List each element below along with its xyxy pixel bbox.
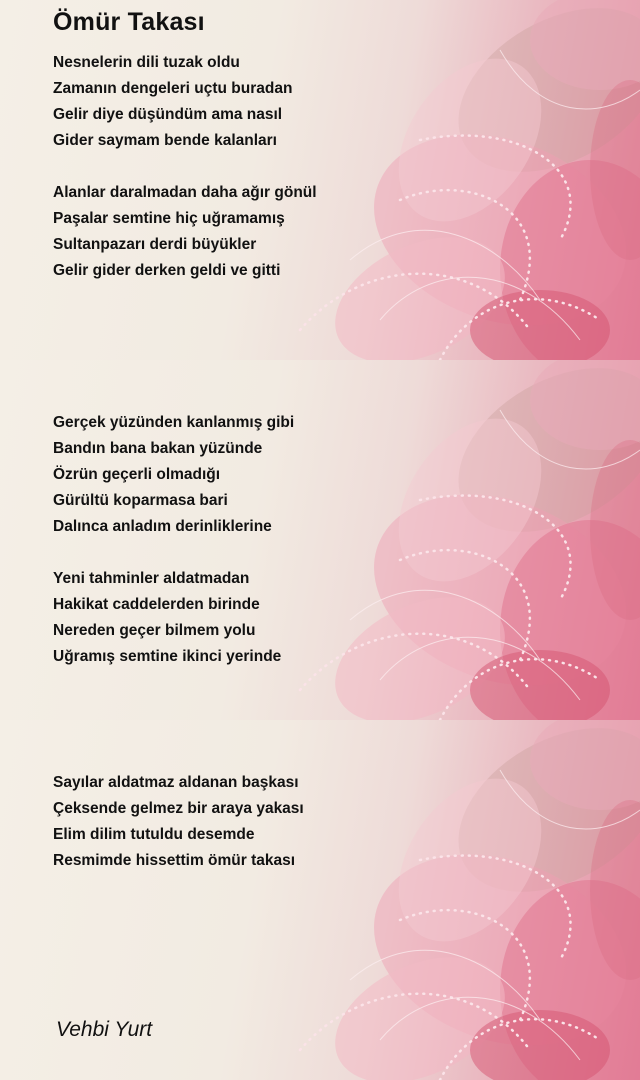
poem-line: Uğramış semtine ikinci yerinde	[53, 648, 282, 665]
stanza-3	[53, 410, 294, 540]
poem-line: Zamanın dengeleri uçtu buradan	[53, 80, 293, 97]
stanza-5	[53, 770, 304, 874]
stanza-2	[53, 180, 317, 284]
stanza-4	[53, 566, 281, 670]
poem-line: Elim dilim tutuldu desemde	[53, 826, 255, 843]
poem-line: Bandın bana bakan yüzünde	[53, 440, 263, 457]
poem-line: Nereden geçer bilmem yolu	[53, 622, 256, 639]
poem-author: Vehbi Yurt	[56, 1018, 153, 1041]
poem-line: Gerçek yüzünden kanlanmış gibi	[53, 414, 295, 431]
poem-line: Alanlar daralmadan daha ağır gönül	[53, 184, 317, 201]
poem-line: Gelir gider derken geldi ve gitti	[53, 262, 281, 279]
poem-line: Sayılar aldatmaz aldanan başkası	[53, 774, 299, 791]
poem-line: Gürültü koparmasa bari	[53, 492, 228, 509]
poem-line: Nesnelerin dili tuzak oldu	[53, 54, 240, 71]
poem-line: Paşalar semtine hiç uğramamış	[53, 210, 285, 227]
poem-line: Çeksende gelmez bir araya yakası	[53, 800, 304, 817]
poem-line: Gider saymam bende kalanları	[53, 132, 277, 149]
stanza-1	[53, 50, 292, 154]
poem-line: Özrün geçerli olmadığı	[53, 466, 221, 483]
poem-line: Yeni tahminler aldatmadan	[53, 570, 250, 587]
poem-line: Gelir diye düşündüm ama nasıl	[53, 106, 283, 123]
poem-line: Dalınca anladım derinliklerine	[53, 518, 272, 535]
poem-line: Sultanpazarı derdi büyükler	[53, 236, 257, 253]
poem-line: Hakikat caddelerden birinde	[53, 596, 260, 613]
poem-title: Ömür Takası	[53, 8, 205, 36]
poem-line: Resmimde hissettim ömür takası	[53, 852, 296, 869]
